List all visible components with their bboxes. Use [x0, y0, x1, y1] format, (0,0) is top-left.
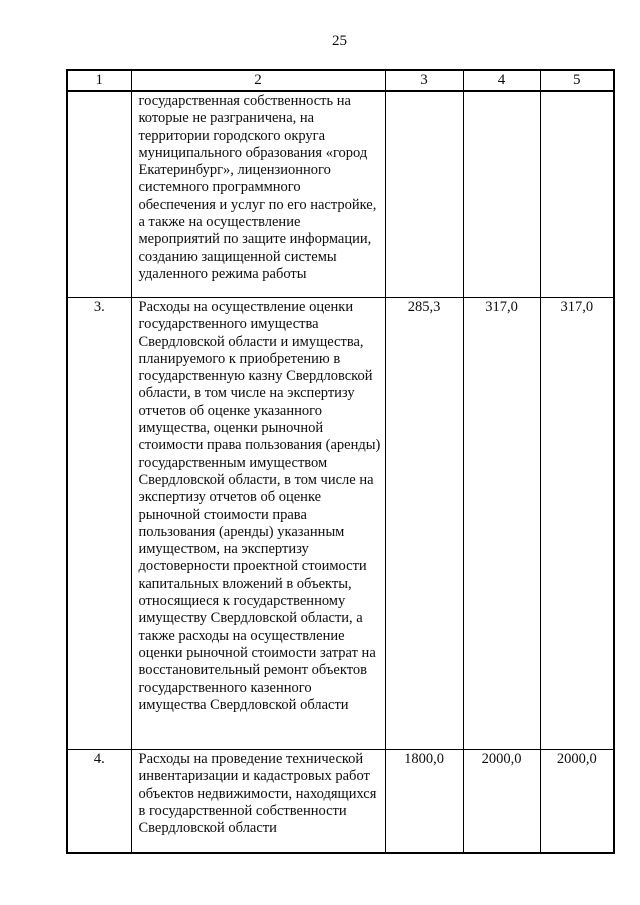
- table-row-4: [67, 750, 614, 854]
- column-header-1: 1: [67, 70, 131, 91]
- column-header-4: 4: [463, 70, 540, 91]
- table-row-3: [67, 298, 614, 750]
- row-number-cell: 3.: [67, 298, 131, 750]
- row-number-cell: [67, 91, 131, 298]
- row-value-cell: 317,0: [463, 298, 540, 750]
- table-header-row: [67, 70, 614, 91]
- row-value-cell: [540, 91, 614, 298]
- column-header-3: 3: [385, 70, 463, 91]
- table-row-continuation: [67, 91, 614, 298]
- row-description-cell: государственная собственность на которые не разграничена, на территории городского округа муниципального образования «город Екатеринбург», лицензионного системного программного обеспечения и услуг по его настройке, а также на осуществление мероприятий по защите информации, созданию защищенной системы удаленного режима работы: [131, 91, 385, 298]
- row-value-cell: [385, 91, 463, 298]
- page-number: 25: [332, 33, 347, 49]
- expenses-table: [66, 69, 615, 854]
- row-description-cell: Расходы на осуществление оценки государственного имущества Свердловской области и имущества, планируемого к приобретению в государственную казну Свердловской области, в том числе на экспертизу отчетов об оценке указанного имущества, оценки рыночной стоимости права пользования (аренды) государственным имуществом Свердловской области, в том числе на экспертизу отчетов об оценке рыночной стоимости права пользования (аренды) указанным имуществом, на экспертизу достоверности проектной стоимости капитальных вложений в объекты, относящиеся к государственному имуществу Свердловской области, а также расходы на осуществление оценки рыночной стоимости затрат на восстановительный ремонт объектов государственного казенного имущества Свердловской области: [131, 298, 385, 750]
- row-value-cell: 2000,0: [463, 750, 540, 854]
- row-value-cell: 285,3: [385, 298, 463, 750]
- row-value-cell: 2000,0: [540, 750, 614, 854]
- row-number-cell: 4.: [67, 750, 131, 854]
- column-header-5: 5: [540, 70, 614, 91]
- row-description-cell: Расходы на проведение технической инвентаризации и кадастровых работ объектов недвижимости, находящихся в государственной собственности Свердловской области: [131, 750, 385, 854]
- row-value-cell: 317,0: [540, 298, 614, 750]
- column-header-2: 2: [131, 70, 385, 91]
- row-value-cell: 1800,0: [385, 750, 463, 854]
- row-value-cell: [463, 91, 540, 298]
